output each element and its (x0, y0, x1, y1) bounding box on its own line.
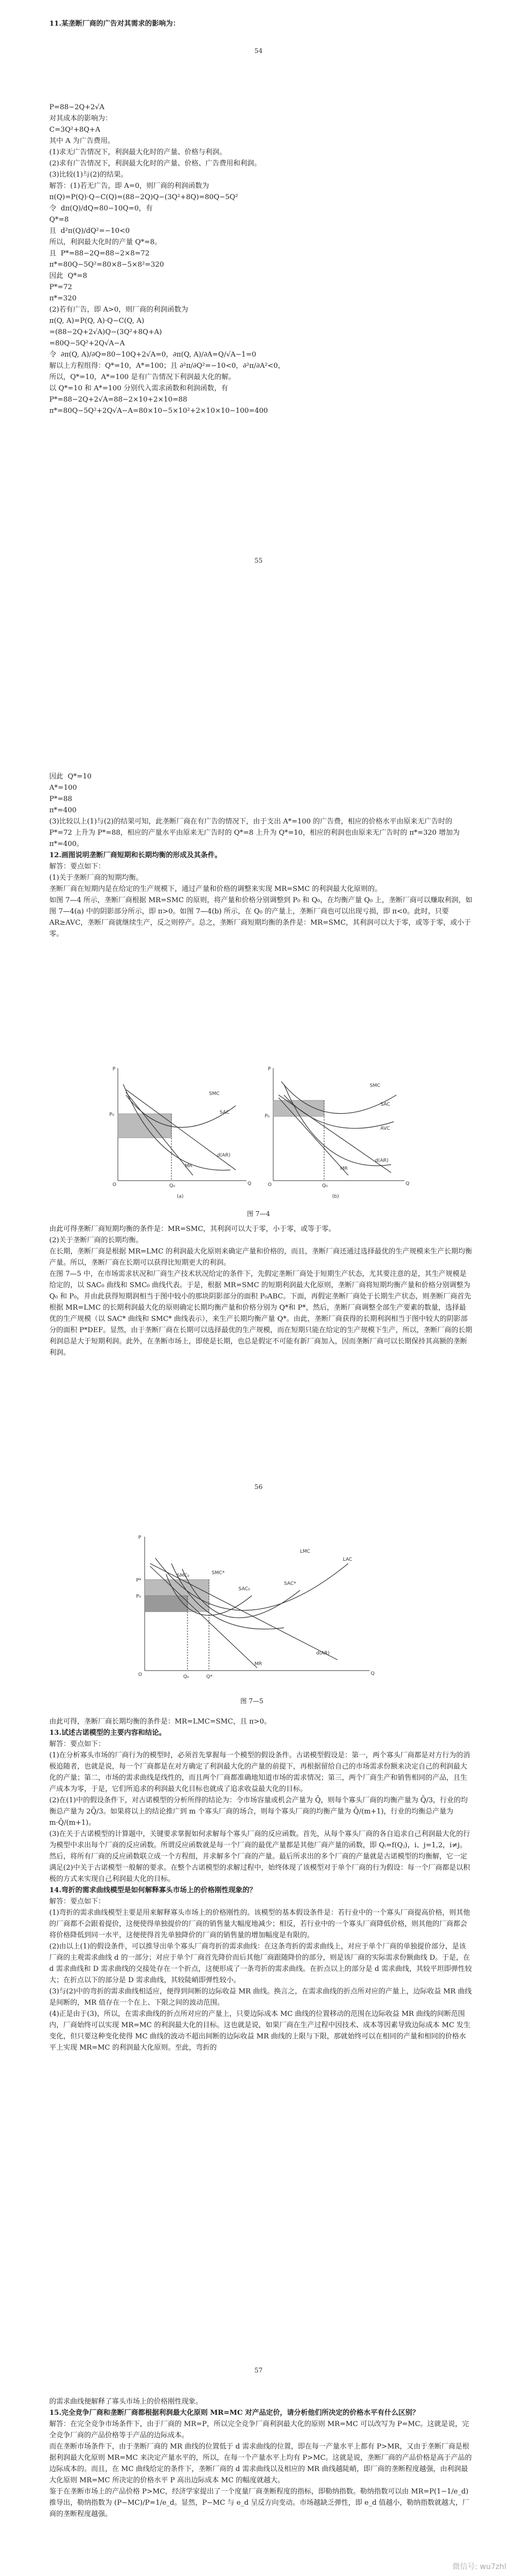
paragraph: (2)若有广告，即 A>0，则厂商的利润函数为 (49, 306, 189, 314)
svg-text:SAC: SAC (380, 1102, 391, 1107)
svg-text:SMC*: SMC* (212, 1570, 225, 1576)
page-number: 57 (254, 2367, 263, 2374)
svg-text:d(AR): d(AR) (375, 1158, 389, 1164)
equation: π*=80Q−5Q²+2Q√A−A=80×10−5×10²+2×10×10−100=400 (49, 407, 268, 415)
paragraph: (3)比较以上(1)与(2)的结果可知，此垄断厂商在有广告的情况下，由于支出 A*=100 的广告费，相应的价格水平由原来无广告时的 P*=72 上升为 P*=88，相应的产量水平由原来无广告时的 Q*=8 上升为 Q*=10，相应的利润也由原来无广告时的 π*=320 增加为 π*=400。 (49, 818, 462, 848)
equation: π*=80Q−5Q²=80×8−5×8²=320 (49, 261, 164, 269)
paragraph: 以 Q*=10 和 A*=100 分别代入需求函数和利润函数，有 (49, 384, 228, 392)
paragraph: (3)与(2)中的弯折的需求曲线相适应，便得到间断的边际收益 MR 曲线。换言之，在需求曲线的折点所对应的产量上，边际收益 MR 曲线是间断的，MR 值存在一个在上、下限之间的波动范围。 (49, 1988, 472, 2007)
paragraph: (2)关于垄断厂商的长期均衡。 (49, 1236, 143, 1244)
paragraph: 的需求曲线便解释了寡头市场上的价格刚性现象。 (49, 2398, 203, 2406)
svg-text:AVC: AVC (380, 1126, 391, 1131)
paragraph: 由此可得，垄断厂商长期均衡的条件是：MR=LMC=SMC，且 π>0。 (49, 1718, 271, 1726)
question-heading: 15.完全竞争厂商和垄断厂商都根据利润最大化原则 MR=MC 对产品定价，请分析他们所决定的价格水平有什么区别？ (49, 2409, 419, 2417)
equation: 因此 Q*=8 (49, 272, 87, 280)
svg-text:LMC: LMC (300, 1549, 311, 1554)
svg-text:O: O (268, 1182, 272, 1188)
svg-text:SMC: SMC (209, 1091, 220, 1097)
answer-paragraph: 解答：在完全竞争市场条件下，由于厂商的 MR=P，所以完全竞争厂商利润最大化的原则 MR=MC 可以改写为 P=MC。这就是说，完全竞争厂商的产品价格等于产品的边际成本。 (49, 2420, 469, 2439)
equation: P=88−2Q+2√A (49, 103, 104, 111)
figure-7-4-diagram (102, 1063, 415, 1205)
svg-text:SAC*: SAC* (284, 1581, 296, 1587)
svg-text:Q*: Q* (206, 1674, 213, 1680)
svg-text:Q₀: Q₀ (322, 1183, 328, 1189)
svg-text:Q: Q (406, 1181, 410, 1187)
figure-7-4 (102, 1063, 415, 1218)
equation: P*=72 (49, 283, 72, 291)
short-run-profit-area (145, 1596, 188, 1612)
paragraph: 鉴于在垄断市场上的产品价格 P>MC，经济学家提出了一个度量厂商垄断程度的指标，即勒纳指数。勒纳指数可以由 MR=P(1−1/e_d) 推导出，勒纳指数为 (P−MC)/P=1/e_d。显然，P−MC 与 e_d 呈反方向变动。市场越缺乏弹性，即 e_d 值越小，勒纳指数就越大，厂商的垄断程度越强。 (49, 2488, 471, 2518)
equation: =80Q−5Q²+2Q√A−A (49, 339, 125, 348)
paragraph: 所以，Q*=10，A*=100 是有广告情况下利润最大化的解。 (49, 373, 236, 381)
svg-text:Q: Q (248, 1181, 252, 1187)
svg-text:P: P (268, 1067, 271, 1072)
svg-text:Q₀: Q₀ (169, 1183, 175, 1189)
svg-text:P₀: P₀ (109, 1112, 115, 1117)
equation: π*=320 (49, 294, 77, 303)
svg-text:LAC: LAC (343, 1557, 353, 1562)
equation: Q*=8 (49, 216, 69, 224)
equation: π*=400 (49, 806, 77, 814)
section-q11-body (49, 102, 473, 417)
svg-text:MR: MR (185, 1164, 193, 1169)
paragraph: (2)在(1)中的假设条件下，对古诺模型的分析所得的结论为：令市场容量或机会产量为 Q̄，则每个寡头厂商的均衡产量为 Q̄/3，行业的均衡总产量为 2Q̄/3。如果将以上的结论推广到 m 个寡头厂商的场合，则每个寡头厂商的均衡产量为 Q̄/(m+1)，行业的均衡总产量为 m·Q̄/(m+1)。 (49, 1796, 468, 1827)
section-q11-title (49, 18, 473, 29)
svg-text:Q: Q (371, 1671, 375, 1676)
svg-text:d(AR): d(AR) (217, 1153, 231, 1158)
svg-text:P₀: P₀ (136, 1594, 141, 1599)
question-heading: 14.弯折的需求曲线模型是如何解释寡头市场上的价格刚性现象的？ (49, 1886, 257, 1894)
equation: π(Q)=P(Q)·Q−C(Q)=(88−2Q)Q−(3Q²+8Q)=80Q−5Q² (49, 193, 238, 201)
paragraph: (1)在分析寡头市场的厂商行为的模型时，必须首先掌握每一个模型的假设条件。古诺模型假设是：第一，两个寡头厂商都是对方行为的消极追随者，也就是说，每一个厂商都是在对方确定了利润最大化的产量的前提下，再根据留给自己的市场需求份额来决定自己的利润最大化的产量；第二，市场的需求曲线是线性的，而且两个厂商都准确地知道市场的需求情况；第三，两个厂商生产和销售相同的产品，且生产成本为零，于是，它们所追求的利润最大化目标也就成了追求收益最大化的目标。 (49, 1751, 470, 1793)
answer-paragraph: 解答：要点如下： (49, 1740, 106, 1748)
svg-text:P₀: P₀ (265, 1114, 270, 1119)
paragraph: 由此可得垄断厂商短期均衡的条件是：MR=SMC，其利润可以大于零，小于零，或等于零。 (49, 1225, 336, 1233)
svg-text:Q₀: Q₀ (183, 1674, 189, 1680)
paragraph: 在长期，垄断厂商是根据 MR=LMC 的利润最大化原则来确定产量和价格的，而且，垄断厂商还通过选择最优的生产规模来生产长期均衡产量。所以，垄断厂商在长期可以获得比短期更大的利润。 (49, 1248, 473, 1267)
equation: A*=100 (49, 784, 77, 792)
paragraph: 而在垄断市场条件下，由于垄断厂商的 MR 曲线的位置低于 d 需求曲线的位置，即在每一产量水平上都有 P>MR，又由于垄断厂商是根据利润最大化原则 MR=MC 来决定产量水平的，所以，在每一个产量水平上均有 P>MC。这就是说，垄断厂商的产品价格是高于产品的边际成本的。而且，在 MC 曲线给定的条件下，垄断厂商的 d 需求曲线以及相应的 MR 曲线越陡峭，即厂商的垄断程度越强，由利润最大化原则 MR=MC 所决定的价格水平 P 高出边际成本 MC 的幅度就越大。 (49, 2443, 472, 2484)
paragraph: (1)求无广告情况下，利润最大化时的产量、价格与利润。 (49, 148, 227, 156)
svg-text:O: O (113, 1182, 117, 1188)
question-heading: 12.画图说明垄断厂商短期和长期均衡的形成及其条件。 (49, 851, 222, 859)
svg-text:MR: MR (254, 1661, 263, 1667)
panel-b-label: (b) (332, 1194, 339, 1199)
paragraph: 所以，利润最大化时的产量 Q*=8。 (49, 238, 162, 246)
page-number: 55 (254, 557, 263, 564)
svg-text:P: P (138, 1535, 141, 1540)
paragraph: 垄断厂商在短期内是在给定的生产规模下，通过产量和价格的调整来实现 MR=SMC 的利润最大化原则的。 (49, 885, 382, 893)
watermark: 微信号: wu7zhl (452, 2563, 506, 2571)
paragraph: 在图 7—5 中，在市场需求状况和厂商生产技术状况给定的条件下，先假定垄断厂商处于短期生产状态，尤其要注意的是，其生产规模是给定的，以 SAC₀ 曲线和 SMC₀ 曲线代表。于是，根据 MR=SMC 的短期利润最大化原则，垄断厂商将短期均衡产量和价格分别调整为 Q₀ 和 P₀，并由此获得短期润相当于图中较小的那块阴影部分的面积 P₀ABC。下面，再假定垄断厂商处于长期生产状态，则垄断厂商首先根据 MR=LMC 的长期利润最大化的原则确定长期均衡产量和价格分别为 Q*和 P*，然后，垄断厂商调整全部生产要素的数量，选择最优的生产规模（以 SAC* 曲线和 SMC* 曲线表示），来生产长期均衡产量 Q*。由此，垄断厂商获得的长期利润相当于图中较大的阴影部分的面积 P*DEF。显然，由于垄断厂商在长期可以选择最优的生产规模，而在短期只能在给定的生产规模下生产，所以，垄断厂商的长期利润总是大于短期利润。此外，在垄断市场上，即使是长期，也总是假定不可能有新厂商加入，因而垄断厂商可以长期保持其高额的垄断利润。 (49, 1270, 473, 1357)
svg-text:MR: MR (340, 1166, 348, 1172)
paragraph: (4)正是由于(3)，所以，在需求曲线的折点所对应的产量上，只要边际成本 MC 曲线的位置移动的范围在边际收益 MR 曲线的间断范围内，厂商始终可以实现 MR=MC 的利润最大化的目标。这也就是说，如果厂商在生产过程中因技术、成本等因素导致边际成本 MC 发生变化，但只要这种变化使得 MC 曲线的波动不超出间断的边际收益 MR 曲线的上限与下限，那就始终可以在相同的产量和相同的价格水平上实现 MR=MC 的利润最大化原则。至此，弯折的 (49, 2010, 471, 2052)
equation: =(88−2Q+2√A)Q−(3Q²+8Q+A) (49, 328, 162, 336)
svg-text:SMC: SMC (370, 1083, 380, 1089)
equation: P*=88−2Q+2√A=88−2×10+2×10=88 (49, 396, 188, 404)
equation: 因此 Q*=10 (49, 773, 92, 781)
paragraph: (3)比较(1)与(2)的结果。 (49, 171, 128, 179)
smc-curve (284, 1084, 391, 1166)
figure-caption: 图 7—5 (240, 1697, 264, 1705)
paragraph: 如图 7—4 所示，垄断厂商根据 MR=SMC 的原则，将产量和价格分别调整到 P₀ 和 Q₀，在均衡产量 Q₀ 上，垄断厂商可以赚取利润，如图 7—4(a) 中的阴影部分所示，即 π>0。如图 7—4(b) 所示，在 Q₀ 的产量上，垄断厂商也可以出现亏损，即 π<0。此时，只要 AR≥AVC，垄断厂商就继续生产，反之则停产。总之，垄断厂商短期均衡的条件是：MR=SMC，其利润可以大于零，或等于零，或小于零。 (49, 896, 473, 938)
panel-a-label: (a) (177, 1194, 184, 1199)
equation: C=3Q²+8Q+A (49, 126, 101, 134)
paragraph: (3)在关于古诺模型的计算题中，关键要求掌握如何求解每个寡头厂商的反应函数。首先，从每个寡头厂商的各自追求自己利润最大化的行为模型中求出每个厂商的反应函数。所谓反应函数就是每一个厂商的最优产量都是其他厂商产量的函数，即 Qᵢ=f(Qⱼ)，i、j=1,2，i≠j。然后，将所有厂商的反应函数联立成一个方程组，并求解多个厂商的产量。最后所求出的多个厂商的产量就是古诺模型的均衡解，它一定满足(2)中关于古诺模型一般解的要求。在整个古诺模型的求解过程中，始终体现了该模型对于单个厂商的行为假设：每一个厂商都是以积极的方式来实现自己利润最大化的目标。 (49, 1830, 470, 1883)
equation: π(Q, A)=P(Q, A)·Q−C(Q, A) (49, 317, 145, 325)
panel-a (109, 1067, 251, 1199)
paragraph: (2)求有广告情况下，利润最大化时的产量、价格、广告费用和利润。 (49, 160, 261, 168)
svg-text:d(AR): d(AR) (316, 1651, 330, 1656)
question-heading: 13.试述古诺模型的主要内容和结论。 (49, 1729, 166, 1737)
svg-text:SAC: SAC (220, 1110, 230, 1115)
section-q12-long-run (49, 1223, 473, 1358)
svg-text:SMC₀: SMC₀ (177, 1573, 190, 1578)
question-heading: 11.某垄断厂商的广告对其需求的影响为： (49, 20, 180, 28)
section-q13-q14 (49, 1716, 473, 2053)
page-number: 56 (254, 1483, 263, 1491)
page-number: 54 (254, 47, 263, 55)
paragraph: (1)弯折的需求曲线模型主要是用来解释寡头市场上的价格刚性的。该模型的基本假设条件是：若行业中的一个寡头厂商提高价格，则其他的厂商都不会跟着提价，这便使得单独提价的厂商的销售量大幅度地减少；相反，若行业中的一个寡头厂商降低价格，则其他的厂商都会将价格降低到同一水平，这便使得首先单独降价的厂商的销售量的增加幅度是有限的。 (49, 1909, 470, 1939)
svg-text:SAC₀: SAC₀ (238, 1587, 250, 1592)
paragraph: 解以上方程组得：Q*=10，A*=100；且 ∂²π/∂Q²=−10<0，∂²π/∂A²<0， (49, 362, 285, 370)
equation: 令 dπ(Q)/dQ=80−10Q=0，有 (49, 205, 153, 213)
answer-paragraph: 解答：要点如下： (49, 863, 106, 871)
equation: 令 ∂π(Q, A)/∂Q=80−10Q+2√A=0，∂π(Q, A)/∂A=Q/√A−1=0 (49, 351, 257, 359)
section-q11-conclusion (49, 771, 473, 940)
figure-7-5-diagram (123, 1531, 380, 1692)
panel-b (265, 1067, 409, 1199)
paragraph: 对其成本的影响为： (49, 115, 113, 123)
svg-text:P*: P* (136, 1578, 141, 1583)
svg-text:O: O (138, 1672, 143, 1678)
svg-text:P: P (113, 1067, 116, 1072)
figure-caption: 图 7—4 (246, 1210, 271, 1218)
section-q15 (49, 2396, 473, 2520)
equation: 且 P*=88−2Q=88−2×8=72 (49, 250, 149, 258)
equation: 且 d²π(Q)/dQ²=−10<0 (49, 227, 130, 235)
answer-paragraph: 解答：要点如下： (49, 1898, 106, 1906)
answer-paragraph: 解答：(1)若无广告，即 A=0，则厂商的利润函数为 (49, 182, 209, 190)
paragraph: 其中 A 为广告费用。 (49, 137, 115, 145)
equation: P*=88 (49, 795, 72, 803)
paragraph: (1)关于垄断厂商的短期均衡。 (49, 874, 143, 882)
paragraph: (2)由以上(1)的假设条件，可以推导出单个寡头厂商弯折的需求曲线：在这条弯折的需求曲线上，对应于单个厂商的单独提价部分，是该厂商的主观需求曲线 d 的一部分；对应于单个厂商首先降价而后其他厂商跟随降价的部分，则是该厂商的实际需求份额曲线 D。于是，在 d 需求曲线和 D 需求曲线的交接处存在一个折点，这便形成了一条弯折的需求曲线。在折点以上的部分是 d 需求曲线，其较平坦即弹性较大；在折点以下的部分是 D 需求曲线，其较陡峭即弹性较小。 (49, 1943, 473, 1984)
figure-7-5 (123, 1531, 380, 1708)
